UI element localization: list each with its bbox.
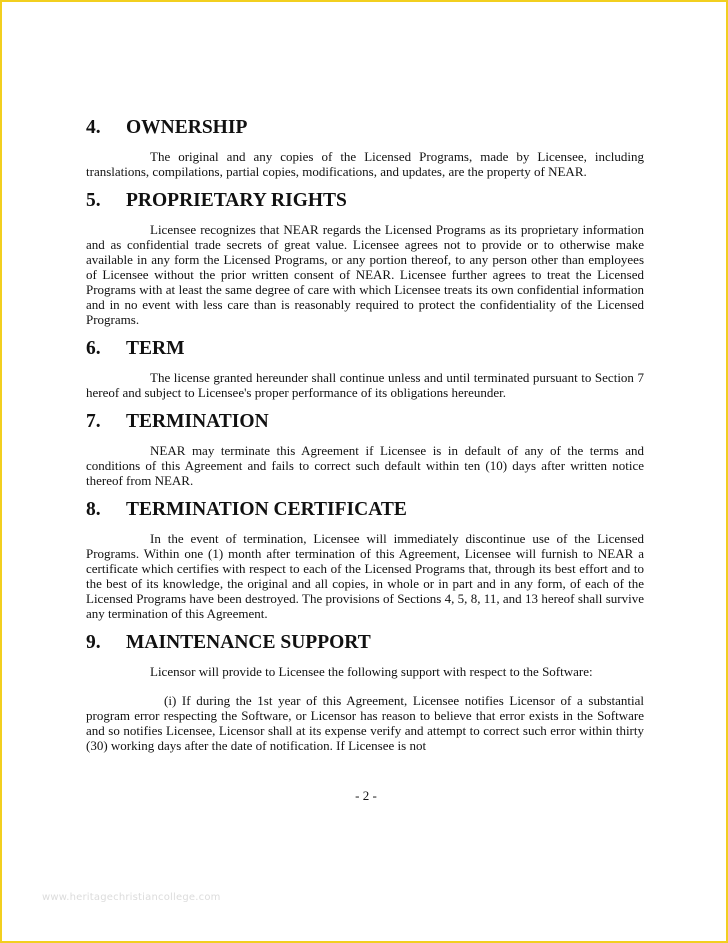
section-title: TERMINATION [126,411,269,432]
section-title: MAINTENANCE SUPPORT [126,632,371,653]
section-paragraph: Licensor will provide to Licensee the following support with respect to the Software: [150,664,593,679]
section-title: PROPRIETARY RIGHTS [126,190,347,211]
section-termination [86,411,644,488]
section-number: 9. [86,632,101,653]
section-title: TERM [126,338,185,359]
section-heading [86,338,644,359]
section-maintenance-support [86,632,644,753]
section-paragraph: Licensee recognizes that NEAR regards the Licensed Programs as its proprietary information and as confidential trade secrets of great value. Licensee agrees not to provide or to otherwise make available in any form the Licensed Programs, or any portion thereof, to any person other than employees of Licensee without the prior written consent of NEAR. Licensee further agrees to treat the Licensed Programs with at least the same degree of care with which Licensee treats its own confidential information and in no event with less care than is reasonably required to protect the confidentiality of the Licensed Programs. [86,222,644,327]
section-termination-certificate [86,499,644,621]
watermark-text: www.heritagechristiancollege.com [42,892,221,903]
section-number: 6. [86,338,101,359]
section-number: 4. [86,117,101,138]
section-heading [86,411,644,432]
section-heading [86,499,644,520]
section-title: TERMINATION CERTIFICATE [126,499,407,520]
section-term [86,338,644,400]
document-body [86,117,644,753]
section-heading [86,190,644,211]
section-paragraph: The license granted hereunder shall continue unless and until terminated pursuant to Section 7 hereof and subject to Licensee's proper performance of its obligations hereunder. [86,370,644,400]
section-ownership [86,117,644,179]
section-paragraph: NEAR may terminate this Agreement if Licensee is in default of any of the terms and conditions of this Agreement and fails to correct such default within ten (10) days after written notice thereof from NEAR. [86,443,644,488]
section-title: OWNERSHIP [126,117,248,138]
section-number: 7. [86,411,101,432]
page-number: - 2 - [355,788,377,803]
section-number: 5. [86,190,101,211]
section-paragraph: In the event of termination, Licensee will immediately discontinue use of the Licensed Programs. Within one (1) month after termination of this Agreement, Licensee will furnish to NEAR a certificate which certifies with respect to each of the Licensed Programs that, through its best effort and to the best of its knowledge, the original and all copies, in whole or in part and in any form, of each of the Licensed Programs have been destroyed. The provisions of Sections 4, 5, 8, 11, and 13 hereof shall survive any termination of this Agreement. [86,531,644,621]
section-heading [86,117,644,138]
section-heading [86,632,644,653]
section-number: 8. [86,499,101,520]
section-subparagraph: (i) If during the 1st year of this Agreement, Licensee notifies Licensor of a substantial program error respecting the Software, or Licensor has reason to believe that error exists in the Software and so notifies Licensee, Licensor shall at its expense verify and attempt to correct such error within thirty (30) working days after the date of notification. If Licensee is not [86,693,644,753]
section-proprietary-rights [86,190,644,327]
section-paragraph: The original and any copies of the Licensed Programs, made by Licensee, including translations, compilations, partial copies, modifications, and updates, are the property of NEAR. [86,149,644,179]
